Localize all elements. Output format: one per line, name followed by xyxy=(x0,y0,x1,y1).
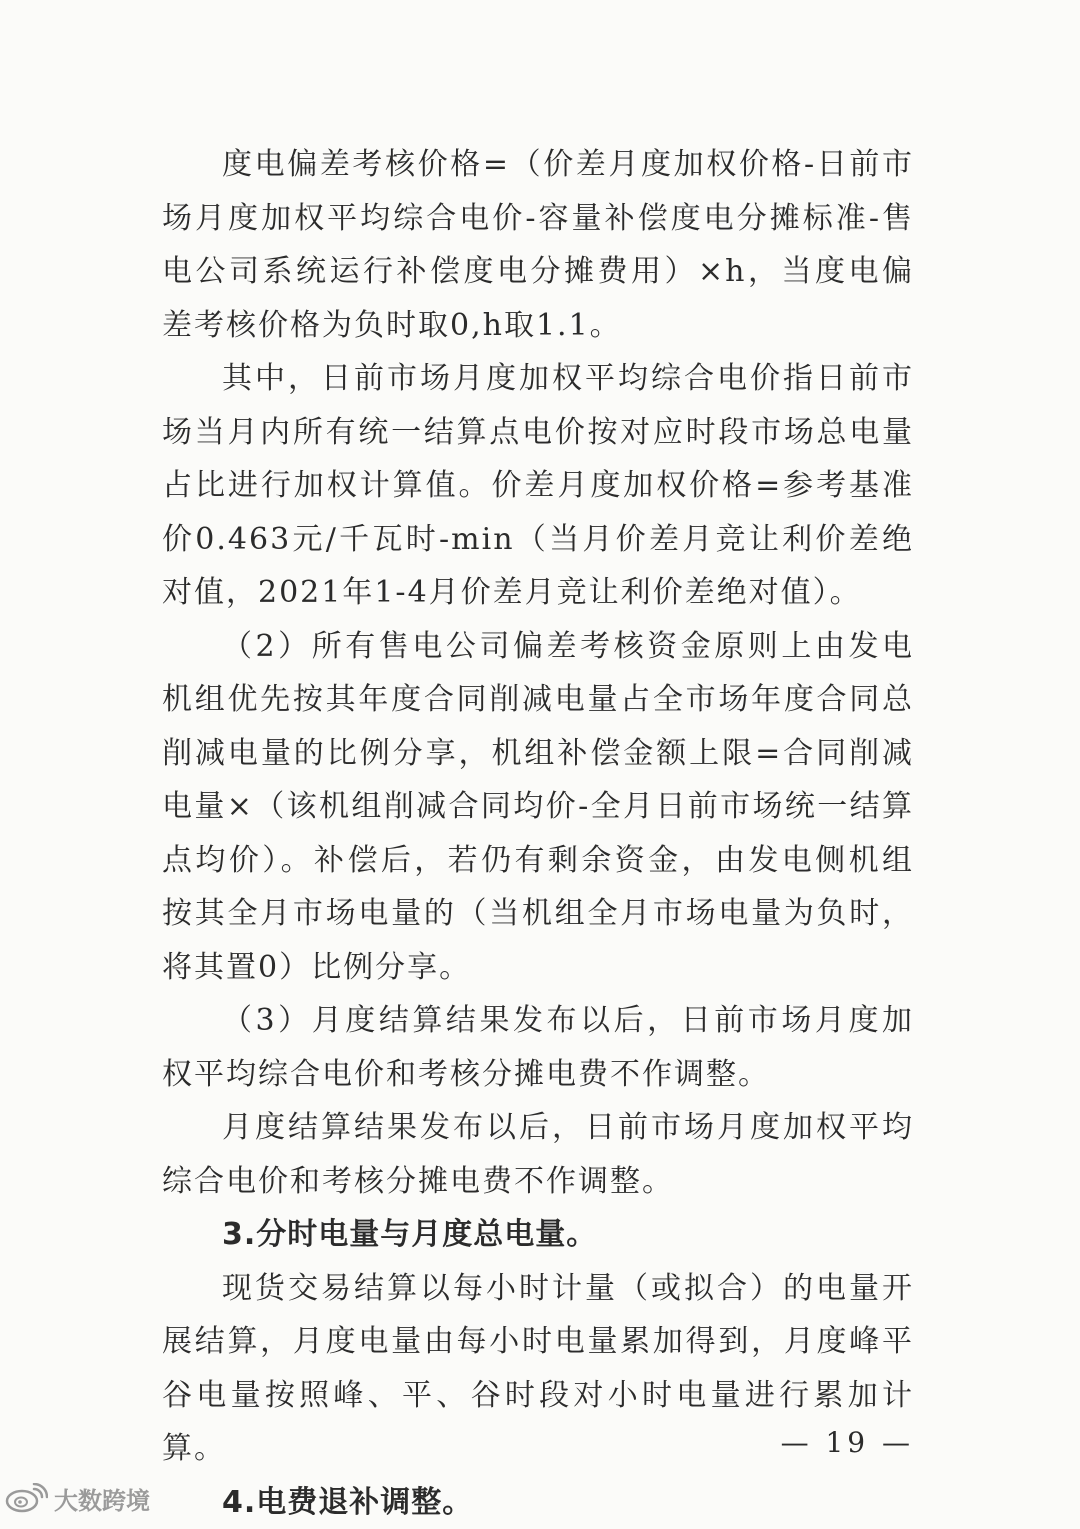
watermark xyxy=(4,1478,150,1518)
page-number: — 19 — xyxy=(781,1426,914,1459)
paragraph-item-3-no-adjustment: （3）月度结算结果发布以后，日前市场月度加权平均综合电价和考核分摊电费不作调整。 xyxy=(162,994,914,1101)
paragraph-hourly-settlement: 现货交易结算以每小时计量（或拟合）的电量开展结算，月度电量由每小时电量累加得到，月度峰平谷电量按照峰、平、谷时段对小时电量进行累加计算。 xyxy=(162,1262,914,1476)
section-heading-3: 3.分时电量与月度总电量。 xyxy=(162,1208,914,1262)
paragraph-monthly-result-note: 月度结算结果发布以后，日前市场月度加权平均综合电价和考核分摊电费不作调整。 xyxy=(162,1101,914,1208)
paragraph-deviation-price-formula: 度电偏差考核价格=（价差月度加权价格-日前市场月度加权平均综合电价-容量补偿度电分摊标准-售电公司系统运行补偿度电分摊费用）×h，当度电偏差考核价格为负时取0,h取1.1。 xyxy=(162,138,914,352)
document-body xyxy=(162,138,914,1529)
paragraph-weighted-price-definition: 其中，日前市场月度加权平均综合电价指日前市场当月内所有统一结算点电价按对应时段市场总电量占比进行加权计算值。价差月度加权价格=参考基准价0.463元/千瓦时-min（当月价差月竞让利价差绝对值，2021年1-4月价差月竞让利价差绝对值）。 xyxy=(162,352,914,620)
watermark-text: 大数跨境 xyxy=(54,1481,150,1516)
weibo-logo-icon xyxy=(4,1483,48,1513)
paragraph-item-2-fund-sharing: （2）所有售电公司偏差考核资金原则上由发电机组优先按其年度合同削减电量占全市场年度合同总削减电量的比例分享，机组补偿金额上限=合同削减电量×（该机组削减合同均价-全月日前市场统一结算点均价）。补偿后，若仍有剩余资金，由发电侧机组按其全月市场电量的（当机组全月市场电量为负时，将其置0）比例分享。 xyxy=(162,620,914,995)
section-heading-4: 4.电费退补调整。 xyxy=(162,1476,914,1529)
